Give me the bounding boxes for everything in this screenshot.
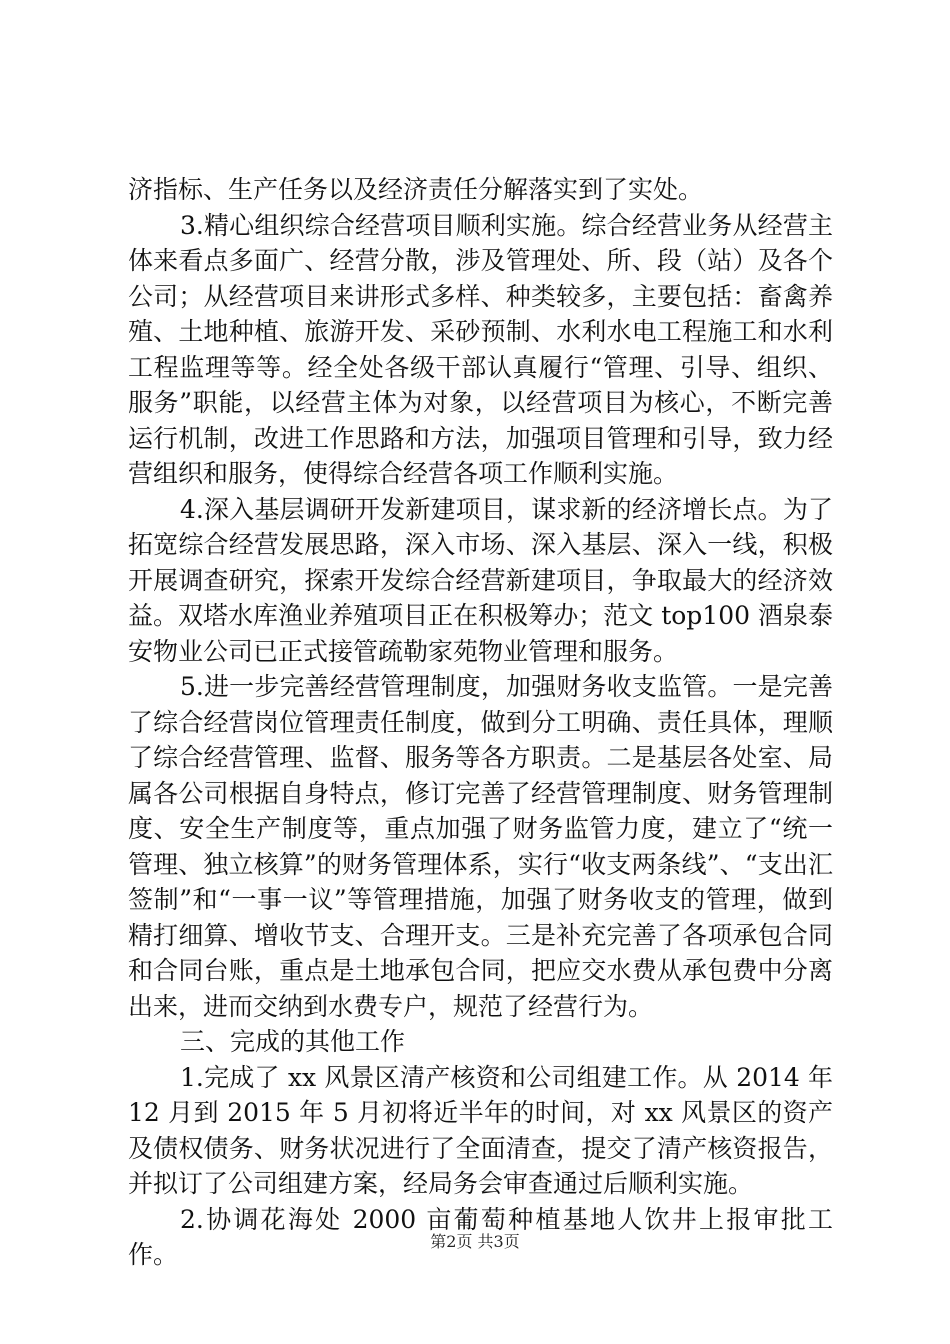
paragraph-continuation: 济指标、生产任务以及经济责任分解落实到了实处。 (128, 175, 704, 204)
section-heading-other-work: 三、完成的其他工作 (180, 1027, 406, 1056)
paragraph-other-item-1: 1.完成了 xx 风景区清产核资和公司组建工作。从 2014 年 12 月到 2015 年 5 月初将近半年的时间，对 xx 风景区的资产及债权债务、财务状况进行了全面清查，提交了清产核资报告，并拟订了公司组建方案，经局务会审查通过后顺利实施。 (128, 1062, 833, 1198)
paragraph-item-4: 4.深入基层调研开发新建项目，谋求新的经济增长点。为了拓宽综合经营发展思路，深入市场、深入基层、深入一线，积极开展调查研究，探索开发综合经营新建项目，争取最大的经济效益。双塔水库渔业养殖项目正在积极筹办；范文 top100 酒泉泰安物业公司已正式接管疏勒家苑物业管理和服务。 (128, 494, 833, 666)
paragraph-other-item-2: 2.协调花海处 2000 亩葡萄种植基地人饮井上报审批工作。 (128, 1204, 833, 1269)
page-footer: 第2页 共3页 (430, 1232, 520, 1251)
paragraph-item-3: 3.精心组织综合经营项目顺利实施。综合经营业务从经营主体来看点多面广、经营分散，涉及管理处、所、段（站）及各个公司；从经营项目来讲形式多样、种类较多，主要包括：畜禽养殖、土地种植、旅游开发、采砂预制、水利水电工程施工和水利工程监理等等。经全处各级干部认真履行“管理、引导、组织、服务”职能，以经营主体为对象，以经营项目为核心，不断完善运行机制，改进工作思路和方法，加强项目管理和引导，致力经营组织和服务，使得综合经营各项工作顺利实施。 (128, 210, 833, 488)
paragraph-item-5: 5.进一步完善经营管理制度，加强财务收支监管。一是完善了综合经营岗位管理责任制度，做到分工明确、责任具体，理顺了综合经营管理、监督、服务等各方职责。二是基层各处室、局属各公司根据自身特点，修订完善了经营管理制度、财务管理制度、安全生产制度等，重点加强了财务监管力度，建立了“统一管理、独立核算”的财务管理体系，实行“收支两条线”、“支出汇签制”和“一事一议”等管理措施，加强了财务收支的管理，做到精打细算、增收节支、合理开支。三是补充完善了各项承包合同和合同台账，重点是土地承包合同，把应交水费从承包费中分离出来，进而交纳到水费专户，规范了经营行为。 (128, 672, 833, 1021)
document-body (128, 172, 833, 1273)
